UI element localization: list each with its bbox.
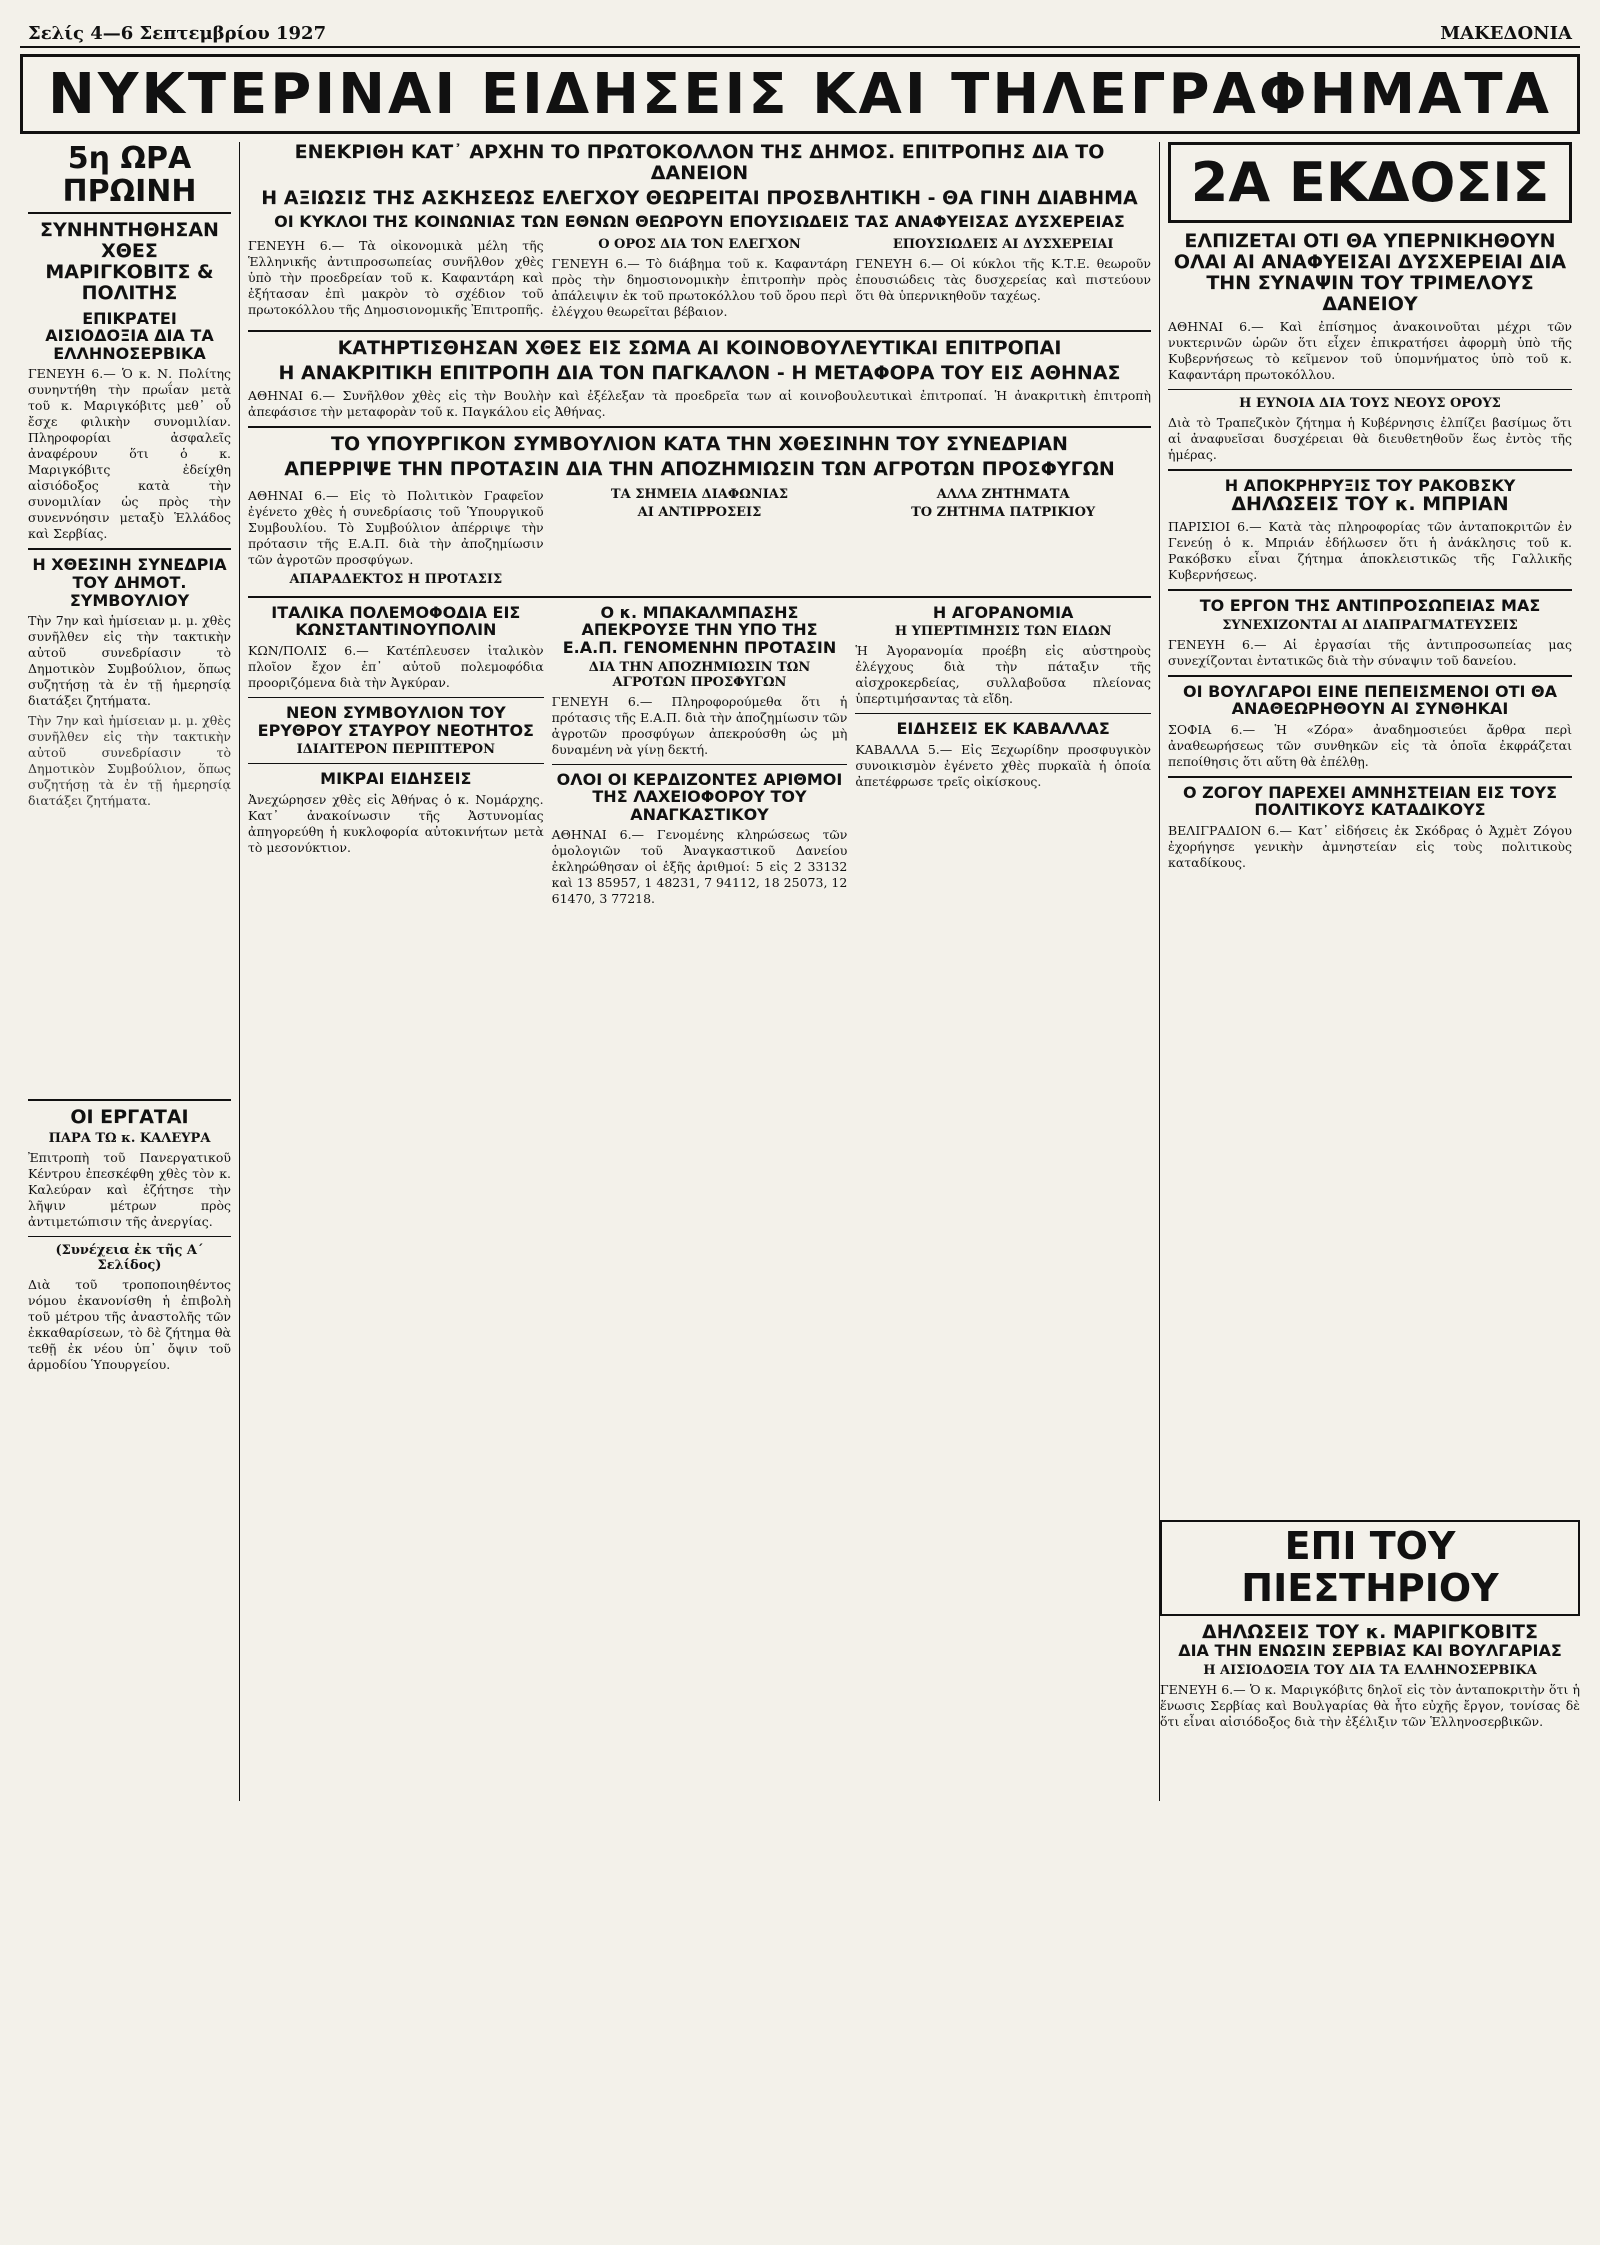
council-article: Τὴν 7ην καὶ ἡμίσειαν μ. μ. χθὲς συνῆλθεν εἰς τὴν τακτικὴν αὐτοῦ συνεδρίασιν τὸ Δημοτικὸν Συμβούλιον, ὅπως συζητήσῃ τὰ ἐν τῇ ἡμερησίᾳ διατάξει ζητήματα. (28, 613, 231, 709)
small-news-article: Ἀνεχώρησεν χθὲς εἰς Ἀθήνας ὁ κ. Νομάρχης. Κατ᾽ ἀνακοίνωσιν τῆς Ἀστυνομίας ἀπηγορεύθη ἡ κυκλοφορία αὐτοκινήτων μετὰ τὸ μεσονύκτιον. (248, 791, 544, 855)
delegation-headline: ΤΟ ΕΡΓΟΝ ΤΗΣ ΑΝΤΙΠΡΟΣΩΠΕΙΑΣ ΜΑΣ (1199, 596, 1541, 616)
briand-article: ΠΑΡΙΣΙΟΙ 6.— Κατὰ τὰς πληροφορίας τῶν ἀνταποκριτῶν ἐν Γενεύῃ ὁ κ. Μπριάν ἐδήλωσεν ὅτι ἡ ἀνάκλησις τοῦ κ. Ρακόβσκυ εἶναι ζήτημα ἁποκλειστικῶς τῆς Γαλλικῆς Κυβερνήσεως. (1168, 519, 1572, 583)
masthead (20, 20, 1580, 48)
geneva-article: ΓΕΝΕΥΗ 6.— Τὰ οἰκονομικὰ μέλη τῆς Ἑλληνικῆς ἀντιπροσωπείας συνῆλθον χθὲς ὑπὸ τὴν προεδρείαν τοῦ κ. Καφαντάρη καὶ ἐξήτασαν ἐπὶ μακρὸν τὸ σχέδιον τοῦ πρωτοκόλλου τῆς Δημοσιονομικῆς Ἐπιτροπῆς. (248, 238, 544, 318)
disagreement-subheadline: ΤΑ ΣΗΜΕΙΑ ΔΙΑΦΩΝΙΑΣ (610, 486, 789, 502)
briand-headline: ΔΗΛΩΣΕΙΣ ΤΟΥ κ. ΜΠΡΙΑΝ (1231, 493, 1509, 516)
loan-article: ΑΘΗΝΑΙ 6.— Καὶ ἐπίσημος ἀνακοινοῦται μέχρι τῶν νυκτερινῶν ὡρῶν ὅτι εἶχεν ἐπικρατήσει ἀφορμὴ ὑπὸ τῆς Κυβερνήσεως τὸ κεῖμενον τοῦ ὑπομνήματος ὑπὸ τοῦ κ. Καφαντάρη πρωτοκόλλου. (1168, 318, 1572, 382)
refugee-proposal-subheadline: ΔΙΑ ΤΗΝ ΑΠΟΖΗΜΙΩΣΙΝ ΤΩΝ ΑΓΡΟΤΩΝ ΠΡΟΣΦΥΓΩΝ (588, 659, 811, 690)
control-term-headline: Ο ΟΡΟΣ ΔΙΑ ΤΟΝ ΕΛΕΓΧΟΝ (598, 237, 801, 253)
bulgarians-article: ΣΟΦΙΑ 6.— Ἡ «Ζόρα» ἀναδημοσιεύει ἄρθρα περὶ ἀναθεωρήσεως τῶν συνθηκῶν εἰς τὰ ὁποῖα ἐκφράζεται πεποίθησις ὅτι αὕτη θὰ ἐπέλθῃ. (1168, 721, 1572, 769)
unacceptable-subheadline: ΑΠΑΡΑΔΕΚΤΟΣ Η ΠΡΟΤΑΣΙΣ (289, 571, 503, 587)
page-banner: ΝΥΚΤΕΡΙΝΑΙ ΕΙΔΗΣΕΙΣ ΚΑΙ ΤΗΛΕΓΡΑΦΗΜΑΤΑ (20, 54, 1580, 134)
bulgarians-headline: ΟΙ ΒΟΥΛΓΑΡΟΙ ΕΙΝΕ ΠΕΠΕΙΣΜΕΝΟΙ ΟΤΙ ΘΑ ΑΝΑΘΕΩΡΗΘΟΥΝ ΑΙ ΣΥΝΘΗΚΑΙ (1182, 681, 1557, 719)
other-issues-subheadline: ΑΛΛΑ ΖΗΤΗΜΑΤΑ (936, 486, 1070, 502)
council-article-filler: Τὴν 7ην καὶ ἡμίσειαν μ. μ. χθὲς συνῆλθεν εἰς τὴν τακτικὴν αὐτοῦ συνεδρίασιν τὸ Δημοτικὸν Συμβούλιον, ὅπως συζητήσῃ τὰ ἐν τῇ ἡμερησίᾳ διατάξει ζητήματα. (28, 713, 231, 809)
delegation-subheadline: ΣΥΝΕΧΙΖΟΝΤΑΙ ΑΙ ΔΙΑΠΡΑΓΜΑΤΕΥΣΕΙΣ (1222, 617, 1518, 633)
market-subheadline: Η ΥΠΕΡΤΙΜΗΣΙΣ ΤΩΝ ΕΙΔΩΝ (894, 624, 1112, 640)
small-news-headline: ΜΙΚΡΑΙ ΕΙΔΗΣΕΙΣ (320, 769, 472, 789)
hour-headline: 5η ΩΡΑ ΠΡΩΙΝΗ (28, 142, 231, 214)
control-headline: Η ΑΞΙΩΣΙΣ ΤΗΣ ΑΣΚΗΣΕΩΣ ΕΛΕΓΧΟΥ ΘΕΩΡΕΙΤΑΙ ΠΡΟΣΒΛΗΤΙΚΗ - ΘΑ ΓΙΝΗ ΔΙΑΒΗΜΑ (261, 186, 1138, 209)
marinkovic-article: ΓΕΝΕΥΗ 6.— Ὁ κ. Μαριγκόβιτς δηλοῖ εἰς τὸν ἀνταποκριτὴν ὅτι ἡ ἕνωσις Σερβίας καὶ Βουλγαρίας θὰ ἦτο εὐχῆς ἔργον, τονίσας δὲ ὅτι εἶναι αἰσιόδοξος διὰ τὴν ἐξέλιξιν τῶν Ἑλληνοσερβικῶν. (1160, 1682, 1580, 1730)
workers-article: Ἐπιτροπὴ τοῦ Πανεργατικοῦ Κέντρου ἐπεσκέφθη χθὲς τὸν κ. Καλεύραν καὶ ἐζήτησε τὴν λῆψιν μέτρων πρὸς ἀντιμετώπισιν τῆς ἀνεργίας. (28, 1150, 231, 1230)
left-column (20, 142, 240, 1801)
optimism-headline: ΕΠΙΚΡΑΤΕΙ ΑΙΣΙΟΔΟΞΙΑ ΔΙΑ ΤΑ ΕΛΛΗΝΟΣΕΡΒΙΚΑ (45, 308, 214, 363)
continued-label: (Συνέχεια ἐκ τῆς Α΄ Σελίδος) (55, 1243, 204, 1274)
difficulties-article: ΓΕΝΕΥΗ 6.— Οἱ κύκλοι τῆς Κ.Τ.Ε. θεωροῦν ἐπουσιώδεις τὰς δυσχερείας καὶ πιστεύουν ὅτι θὰ ὑπερνικηθοῦν ταχέως. (855, 256, 1151, 304)
lottery-article: ΑΘΗΝΑΙ 6.— Γενομένης κληρώσεως τῶν ὁμολογιῶν τοῦ Ἀναγκαστικοῦ Δανείου ἐκληρώθησαν οἱ ἑξῆς ἀριθμοί: 5 εἰς 2 33132 καὶ 13 85957, 1 48231, 7 94112, 18 25073, 12 61470, 3 77218. (551, 827, 848, 907)
committees-article: ΑΘΗΝΑΙ 6.— Συνῆλθον χθὲς εἰς τὴν Βουλὴν καὶ ἐξέλεξαν τὰ προεδρεῖα των αἱ κοινοβουλευτικαὶ ἐπιτροπαί. Ἡ ἀνακριτικὴ ἐπιτροπὴ ἀπεφάσισε τὴν μεταφορὰν τοῦ κ. Παγκάλου εἰς Ἀθήνας. (248, 388, 1151, 420)
ministry-headline: ΤΟ ΥΠΟΥΡΓΙΚΟΝ ΣΥΜΒΟΥΛΙΟΝ ΚΑΤΑ ΤΗΝ ΧΘΕΣΙΝΗΝ ΤΟΥ ΣΥΝΕΔΡΙΑΝ (331, 433, 1068, 456)
protocol-headline: ΕΝΕΚΡΙΘΗ ΚΑΤ᾽ ΑΡΧΗΝ ΤΟ ΠΡΩΤΟΚΟΛΛΟΝ ΤΗΣ ΔΗΜΟΣ. ΕΠΙΤΡΟΠΗΣ ΔΙΑ ΤΟ ΔΑΝΕΙΟΝ (294, 141, 1105, 184)
market-headline: Η ΑΓΟΡΑΝΟΜΙΑ (932, 602, 1074, 622)
difficulties-headline: ΕΠΟΥΣΙΩΔΕΙΣ ΑΙ ΔΥΣΧΕΡΕΙΑΙ (892, 237, 1114, 253)
ministry-article: ΑΘΗΝΑΙ 6.— Εἰς τὸ Πολιτικὸν Γραφεῖον ἐγένετο χθὲς ἡ συνεδρίασις τοῦ Ὑπουργικοῦ Συμβουλίου. Τὸ Συμβούλιον ἀπέρριψε τὴν πρότασιν τῆς Ε.Α.Π. διὰ τὴν ἀποζημίωσιν τῶν ἀγροτῶν προσφύγων. (248, 487, 544, 567)
kavala-headline: ΕΙΔΗΣΕΙΣ ΕΚ ΚΑΒΑΛΛΑΣ (896, 719, 1110, 739)
press-block (1160, 1520, 1580, 1734)
lottery-headline: ΟΛΟΙ ΟΙ ΚΕΡΔΙΖΟΝΤΕΣ ΑΡΙΘΜΟΙ ΤΗΣ ΛΑΧΕΙΟΦΟΡΟΥ ΤΟΥ ΑΝΑΓΚΑΣΤΙΚΟΥ (556, 769, 843, 824)
red-cross-headline: ΝΕΟΝ ΣΥΜΒΟΥΛΙΟΝ ΤΟΥ ΕΡΥΘΡΟΥ ΣΤΑΥΡΟΥ ΝΕΟΤΗΤΟΣ (257, 703, 534, 740)
objections-subheadline: ΑΙ ΑΝΤΙΡΡΟΣΕΙΣ (637, 504, 762, 520)
zogu-headline: Ο ΖΟΓΟΥ ΠΑΡΕΧΕΙ ΑΜΝΗΣΤΕΙΑΝ ΕΙΣ ΤΟΥΣ ΠΟΛΙΤΙΚΟΥΣ ΚΑΤΑΔΙΚΟΥΣ (1182, 782, 1558, 820)
workers-subheadline: ΠΑΡΑ ΤΩ κ. ΚΑΛΕΥΡΑ (48, 1131, 211, 1147)
masthead-paper-name: ΜΑΚΕΔΟΝΙΑ (1440, 22, 1572, 44)
delegation-article: ΓΕΝΕΥΗ 6.— Αἱ ἐργασίαι τῆς ἀντιπροσωπείας μας συνεχίζονται ἐντατικῶς διὰ τὴν σύναψιν τοῦ δανείου. (1168, 636, 1572, 668)
meeting-headline: ΣΥΝΗΝΤΗΘΗΣΑΝ ΧΘΕΣ ΜΑΡΙΓΚΟΒΙΤΣ & ΠΟΛΙΤΗΣ (40, 219, 219, 304)
press-headline: ΕΠΙ ΤΟΥ ΠΙΕΣΤΗΡΙΟΥ (1160, 1520, 1580, 1616)
masthead-date: Σελίς 4—6 Σεπτεμβρίου 1927 (28, 22, 327, 44)
market-article: Ἡ Ἀγορανομία προέβη εἰς αὐστηροὺς ἐλέγχους διὰ τὴν πάταξιν τῆς αἰσχροκερδείας, συλλαβοῦσα πλείονας ὑπερτιμήσαντας τὰ εἴδη. (855, 643, 1151, 707)
greek-serbian-subheadline: Η ΑΙΣΙΟΔΟΞΙΑ ΤΟΥ ΔΙΑ ΤΑ ΕΛΛΗΝΟΣΕΡΒΙΚΑ (1203, 1663, 1537, 1679)
refugee-proposal-article: ΓΕΝΕΥΗ 6.— Πληροφορούμεθα ὅτι ἡ πρότασις τῆς Ε.Α.Π. διὰ τὴν ἀποζημίωσιν τῶν ἀγροτῶν προσφύγων ἀπεκρούσθη ὡς μὴ δυναμένη νὰ γίνῃ δεκτή. (551, 693, 848, 757)
rakovski-headline: Η ΑΠΟΚΡΗΡΥΞΙΣ ΤΟΥ ΡΑΚΟΒΣΚΥ (1224, 475, 1516, 495)
meeting-article: ΓΕΝΕΥΗ 6.— Ὁ κ. Ν. Πολίτης συνηντήθη τὴν πρωΐαν μετὰ τοῦ κ. Μαριγκόβιτς μεθ᾽ οὗ ἔσχε φιλικὴν συνομιλίαν. Πληροφορίαι ἀσφαλεῖς ἀναφέρουν ὅτι ὁ κ. Μαριγκόβιτς ἐδείχθη αἰσιόδοξος κατὰ τὴν συνομιλίαν ὡς πρὸς τὴν συνεννόησιν μεταξὺ Ἑλλάδος καὶ Σερβίας. (28, 366, 231, 542)
committees-headline: ΚΑΤΗΡΤΙΣΘΗΣΑΝ ΧΘΕΣ ΕΙΣ ΣΩΜΑ ΑΙ ΚΟΙΝΟΒΟΥΛΕΥΤΙΚΑΙ ΕΠΙΤΡΟΠΑΙ (337, 337, 1062, 360)
new-terms-headline: Η ΕΥΝΟΙΑ ΔΙΑ ΤΟΥΣ ΝΕΟΥΣ ΟΡΟΥΣ (1239, 395, 1501, 411)
control-term-article: ΓΕΝΕΥΗ 6.— Τὸ διάβημα τοῦ κ. Καφαντάρη πρὸς τὴν δημοσιονομικὴν ἐπιτροπὴν πρὸς ἀπάλειψιν ἐκ τοῦ πρωτοκόλλου τοῦ ὅρου περὶ ἐλέγχου θεωρεῖται βέβαιον. (551, 256, 848, 320)
patrikios-subheadline: ΤΟ ΖΗΤΗΜΑ ΠΑΤΡΙΚΙΟΥ (911, 504, 1096, 520)
center-column (240, 142, 1160, 1801)
italian-headline: ΙΤΑΛΙΚΑ ΠΟΛΕΜΟΦΟΔΙΑ ΕΙΣ ΚΩΝΣΤΑΝΤΙΝΟΥΠΟΛΙΝ (271, 602, 521, 640)
refugee-proposal-headline: Ο κ. ΜΠΑΚΑΛΜΠΑΣΗΣ ΑΠΕΚΡΟΥΣΕ ΤΗΝ ΥΠΟ ΤΗΣ Ε.Α.Π. ΓΕΝΟΜΕΝΗΝ ΠΡΟΤΑΣΙΝ (562, 602, 837, 658)
new-terms-article: Διὰ τὸ Τραπεζικὸν ζήτημα ἡ Κυβέρνησις ἐλπίζει βασίμως ὅτι αἱ ἀναφυεῖσαι δυσχέρειαι θὰ διευθετηθοῦν ἕως ἐντὸς τῆς ἡμέρας. (1168, 414, 1572, 462)
council-headline: Η ΧΘΕΣΙΝΗ ΣΥΝΕΔΡΙΑ ΤΟΥ ΔΗΜΟΤ. ΣΥΜΒΟΥΛΙΟΥ (32, 555, 227, 610)
kavala-article: ΚΑΒΑΛΛΑ 5.— Εἰς Ξεχωρίδην προσφυγικὸν συνοικισμὸν ἐγένετο χθὲς πυρκαϊὰ ἡ ὁποία ἀπετέφρωσε τρεῖς οἰκίσκους. (855, 742, 1151, 790)
continued-article: Διὰ τοῦ τροποποιηθέντος νόμου ἐκανονίσθη ἡ ἐπιβολὴ τοῦ μέτρου τῆς ἀναστολῆς τῶν ἐκκαθαρίσεων, τὸ δὲ ζήτημα θὰ τεθῇ ἐκ νέου ὑπ᾽ ὄψιν τοῦ ἁρμοδίου Ὑπουργείου. (28, 1277, 231, 1373)
union-headline: ΔΙΑ ΤΗΝ ΕΝΩΣΙΝ ΣΕΡΒΙΑΣ ΚΑΙ ΒΟΥΛΓΑΡΙΑΣ (1178, 1641, 1562, 1661)
loan-headline: ΕΛΠΙΖΕΤΑΙ ΟΤΙ ΘΑ ΥΠΕΡΝΙΚΗΘΟΥΝ ΟΛΑΙ ΑΙ ΑΝΑΦΥΕΙΣΑΙ ΔΥΣΧΕΡΕΙΑΙ ΔΙΑ ΤΗΝ ΣΥΝΑΨΙΝ ΤΟΥ ΤΡΙΜΕΛΟΥΣ ΔΑΝΕΙΟΥ (1173, 230, 1567, 315)
pangalos-headline: Η ΑΝΑΚΡΙΤΙΚΗ ΕΠΙΤΡΟΠΗ ΔΙΑ ΤΟΝ ΠΑΓΚΑΛΟΝ - Η ΜΕΤΑΦΟΡΑ ΤΟΥ ΕΙΣ ΑΘΗΝΑΣ (278, 362, 1121, 385)
zogu-article: ΒΕΛΙΓΡΑΔΙΟΝ 6.— Κατ᾽ εἰδήσεις ἐκ Σκόδρας ὁ Ἀχμὲτ Ζόγου ἐχορήγησε γενικὴν ἀμνηστείαν εἰς τοὺς πολιτικοὺς καταδίκους. (1168, 823, 1572, 871)
workers-headline: ΟΙ ΕΡΓΑΤΑΙ (70, 1106, 189, 1129)
red-cross-subheadline: ΙΔΙΑΙΤΕΡΟΝ ΠΕΡΙΠΤΕΡΟΝ (296, 742, 496, 758)
marinkovic-headline: ΔΗΛΩΣΕΙΣ ΤΟΥ κ. ΜΑΡΙΓΚΟΒΙΤΣ (1202, 1620, 1538, 1643)
second-edition-banner: 2Α ΕΚΔΟΣΙΣ (1168, 142, 1572, 223)
league-headline: ΟΙ ΚΥΚΛΟΙ ΤΗΣ ΚΟΙΝΩΝΙΑΣ ΤΩΝ ΕΘΝΩΝ ΘΕΩΡΟΥΝ ΕΠΟΥΣΙΩΔΕΙΣ ΤΑΣ ΑΝΑΦΥΕΙΣΑΣ ΔΥΣΧΕΡΕΙΑΣ (274, 211, 1125, 231)
italian-article: ΚΩΝ/ΠΟΛΙΣ 6.— Κατέπλευσεν ἰταλικὸν πλοῖον ἔχον ἐπ᾽ αὐτοῦ πολεμοφόδια προοριζόμενα διὰ τὴν Ἀγκύραν. (248, 643, 544, 691)
rejected-headline: ΑΠΕΡΡΙΨΕ ΤΗΝ ΠΡΟΤΑΣΙΝ ΔΙΑ ΤΗΝ ΑΠΟΖΗΜΙΩΣΙΝ ΤΩΝ ΑΓΡΟΤΩΝ ΠΡΟΣΦΥΓΩΝ (284, 457, 1115, 480)
